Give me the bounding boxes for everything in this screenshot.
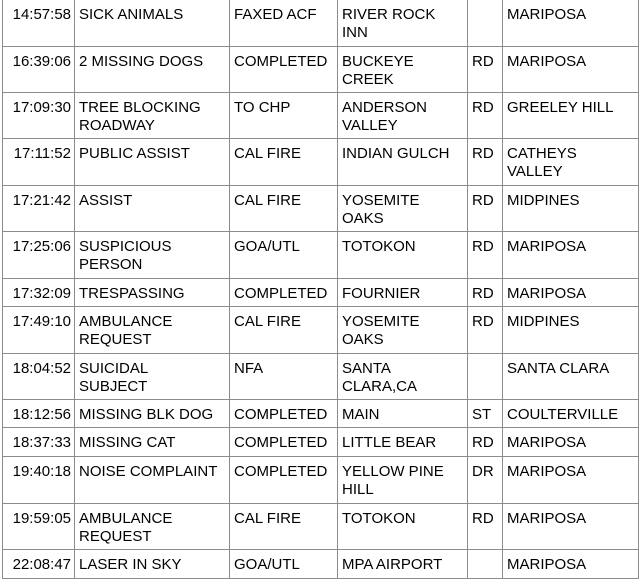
- call-disposition: COMPLETED: [230, 427, 338, 456]
- call-city: COULTERVILLE: [503, 399, 639, 427]
- call-time: 14:57:58: [3, 0, 75, 46]
- call-street: LITTLE BEAR: [338, 427, 468, 456]
- table-row: [3, 306, 639, 353]
- call-street: YELLOW PINE HILL: [338, 456, 468, 503]
- street-suffix: RD: [468, 92, 503, 138]
- call-type: TRESPASSING: [75, 278, 230, 306]
- call-city: MARIPOSA: [503, 0, 639, 46]
- call-time: 18:12:56: [3, 399, 75, 427]
- call-time: 22:08:47: [3, 549, 75, 578]
- call-street: RIVER ROCK INN: [338, 0, 468, 46]
- call-city: GREELEY HILL: [503, 92, 639, 138]
- call-city: MARIPOSA: [503, 503, 639, 549]
- call-type: TREE BLOCKING ROADWAY: [75, 92, 230, 138]
- call-city: MIDPINES: [503, 306, 639, 353]
- call-disposition: FAXED ACF: [230, 0, 338, 46]
- table-row: [3, 46, 639, 92]
- call-disposition: COMPLETED: [230, 456, 338, 503]
- call-type: 2 MISSING DOGS: [75, 46, 230, 92]
- call-time: 17:21:42: [3, 185, 75, 231]
- table-row: [3, 427, 639, 456]
- call-city: CATHEYS VALLEY: [503, 138, 639, 185]
- call-type: AMBULANCE REQUEST: [75, 503, 230, 549]
- call-disposition: GOA/UTL: [230, 231, 338, 278]
- call-disposition: CAL FIRE: [230, 138, 338, 185]
- call-type: SUSPICIOUS PERSON: [75, 231, 230, 278]
- call-street: ANDERSON VALLEY: [338, 92, 468, 138]
- call-city: MIDPINES: [503, 185, 639, 231]
- call-time: 16:39:06: [3, 46, 75, 92]
- call-disposition: COMPLETED: [230, 46, 338, 92]
- call-time: 19:59:05: [3, 503, 75, 549]
- street-suffix: [468, 353, 503, 399]
- call-time: 17:25:06: [3, 231, 75, 278]
- call-type: SUICIDAL SUBJECT: [75, 353, 230, 399]
- call-log-table: [2, 0, 639, 579]
- street-suffix: DR: [468, 456, 503, 503]
- call-street: YOSEMITE OAKS: [338, 306, 468, 353]
- call-time: 17:49:10: [3, 306, 75, 353]
- call-city: SANTA CLARA: [503, 353, 639, 399]
- call-street: INDIAN GULCH: [338, 138, 468, 185]
- table-row: [3, 278, 639, 306]
- street-suffix: RD: [468, 231, 503, 278]
- call-city: MARIPOSA: [503, 231, 639, 278]
- table-row: [3, 456, 639, 503]
- table-row: [3, 138, 639, 185]
- street-suffix: [468, 549, 503, 578]
- call-disposition: TO CHP: [230, 92, 338, 138]
- street-suffix: RD: [468, 185, 503, 231]
- call-city: MARIPOSA: [503, 456, 639, 503]
- call-type: AMBULANCE REQUEST: [75, 306, 230, 353]
- call-log-body: [3, 0, 639, 578]
- call-city: MARIPOSA: [503, 278, 639, 306]
- table-row: [3, 92, 639, 138]
- call-city: MARIPOSA: [503, 549, 639, 578]
- call-disposition: CAL FIRE: [230, 503, 338, 549]
- call-type: LASER IN SKY: [75, 549, 230, 578]
- street-suffix: ST: [468, 399, 503, 427]
- call-disposition: NFA: [230, 353, 338, 399]
- table-row: [3, 0, 639, 46]
- table-row: [3, 503, 639, 549]
- call-time: 17:32:09: [3, 278, 75, 306]
- street-suffix: RD: [468, 138, 503, 185]
- call-street: TOTOKON: [338, 231, 468, 278]
- call-type: SICK ANIMALS: [75, 0, 230, 46]
- call-time: 19:40:18: [3, 456, 75, 503]
- call-street: MPA AIRPORT: [338, 549, 468, 578]
- call-street: TOTOKON: [338, 503, 468, 549]
- call-city: MARIPOSA: [503, 427, 639, 456]
- street-suffix: [468, 0, 503, 46]
- call-disposition: CAL FIRE: [230, 306, 338, 353]
- call-disposition: COMPLETED: [230, 278, 338, 306]
- street-suffix: RD: [468, 427, 503, 456]
- call-street: YOSEMITE OAKS: [338, 185, 468, 231]
- call-type: PUBLIC ASSIST: [75, 138, 230, 185]
- call-time: 18:04:52: [3, 353, 75, 399]
- call-street: FOURNIER: [338, 278, 468, 306]
- table-row: [3, 353, 639, 399]
- call-disposition: COMPLETED: [230, 399, 338, 427]
- call-street: SANTA CLARA,CA: [338, 353, 468, 399]
- call-city: MARIPOSA: [503, 46, 639, 92]
- street-suffix: RD: [468, 306, 503, 353]
- call-time: 17:09:30: [3, 92, 75, 138]
- call-disposition: GOA/UTL: [230, 549, 338, 578]
- call-type: ASSIST: [75, 185, 230, 231]
- street-suffix: RD: [468, 46, 503, 92]
- street-suffix: RD: [468, 503, 503, 549]
- call-disposition: CAL FIRE: [230, 185, 338, 231]
- call-type: MISSING CAT: [75, 427, 230, 456]
- call-street: BUCKEYE CREEK: [338, 46, 468, 92]
- street-suffix: RD: [468, 278, 503, 306]
- call-type: MISSING BLK DOG: [75, 399, 230, 427]
- call-type: NOISE COMPLAINT: [75, 456, 230, 503]
- call-time: 17:11:52: [3, 138, 75, 185]
- call-time: 18:37:33: [3, 427, 75, 456]
- table-row: [3, 231, 639, 278]
- table-row: [3, 549, 639, 578]
- call-street: MAIN: [338, 399, 468, 427]
- table-row: [3, 185, 639, 231]
- table-row: [3, 399, 639, 427]
